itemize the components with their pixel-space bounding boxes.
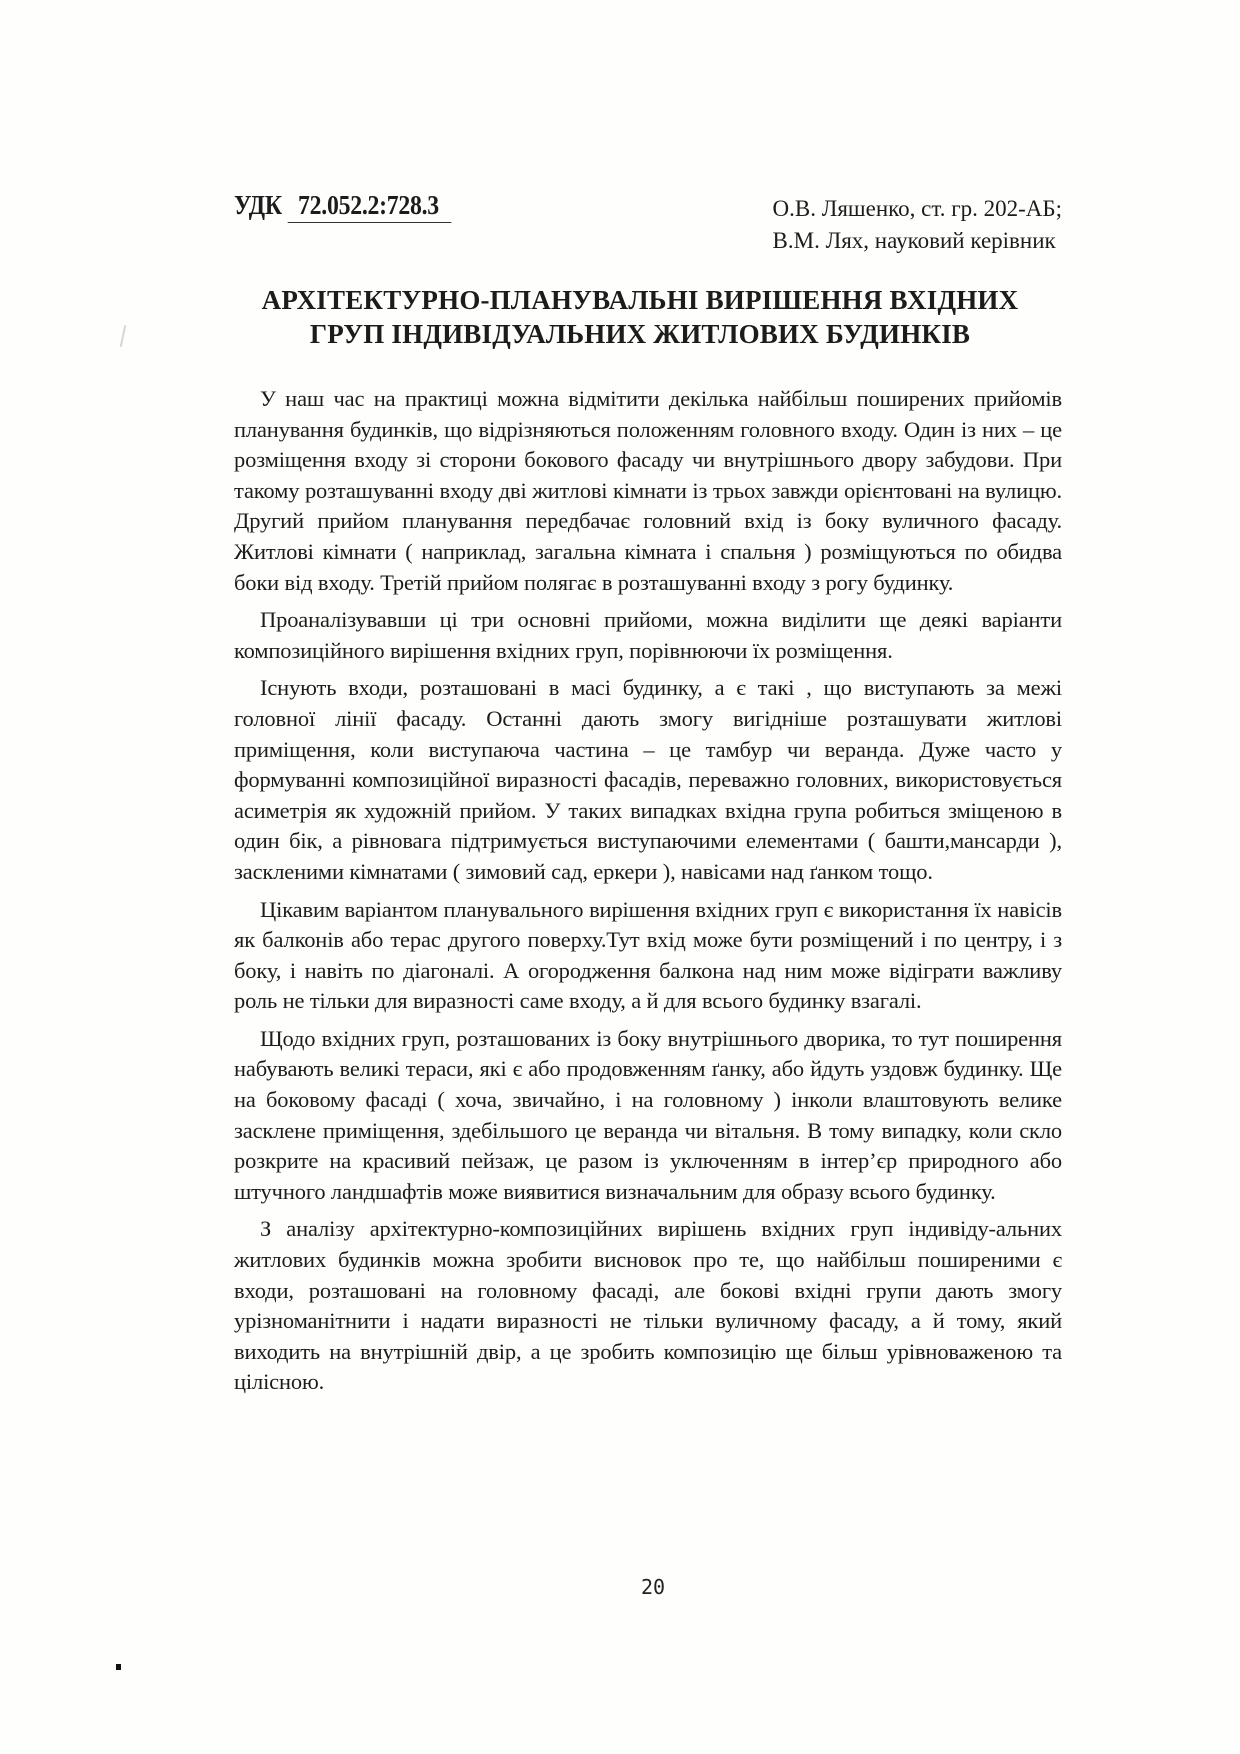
scan-artifact-mark: [120, 325, 127, 347]
scan-artifact-dot: [116, 1664, 121, 1670]
paragraph-analysis-variants: Проаналізувавши ці три основні прийоми, можна виділити ще деякі варіанти композиційного вирішення вхідних груп, порівнюючи їх розміщення.: [234, 607, 1062, 663]
title-line-2: ГРУП ІНДИВІДУАЛЬНИХ ЖИТЛОВИХ БУДИНКІВ: [309, 319, 971, 349]
paragraph-projecting-entrances: Існують входи, розташовані в масі будинку, а є такі , що виступають за межі головної лінії фасаду. Останні дають змогу вигідніше розташувати житлові приміщення, коли виступаюча частина – це тамбур чи веранда. Дуже часто у формуванні композиційної виразності фасадів, переважно головних, використовується асиметрія як художній прийом. У таких випадках вхідна група робиться зміщеною в один бік, а рівновага підтримується виступаючими елементами ( башти,мансарди ), заскленими кімнатами ( зимовий сад, еркери ), навісами над ґанком тощо.: [234, 675, 1062, 884]
page-number: 20: [641, 1575, 666, 1599]
paragraph-entrance-techniques: У наш час на практиці можна відмітити декілька найбільш поширених прийомів планування будинків, що відрізняються положенням головного входу. Один із них – це розміщення входу зі сторони бокового фасаду чи внутрішнього двору забудови. При такому розташуванні входу дві житлові кімнати із трьох завжди орієнтовані на вулицю. Другий прийом планування передбачає головний вхід із боку вуличного фасаду. Житлові кімнати ( наприклад, загальна кімната і спальня ) розміщуються по обидва боки від входу. Третій прийом полягає в розташуванні входу з рогу будинку.: [234, 386, 1062, 595]
author-student: О.В. Ляшенко, ст. гр. 202-АБ;: [772, 196, 1062, 221]
paragraph-conclusion: З аналізу архітектурно-композиційних вирішень вхідних груп індивіду-альних житлових будинків можна зробити висновок про те, що найбільш поширеними є входи, розташовані на головному фасаді, але бокові вхідні групи дають змогу урізноманітнити і надати виразності не тільки вуличному фасаду, а й тому, який виходить на внутрішній двір, а це зробить композицію ще більш урівноваженою та цілісною.: [234, 1216, 1062, 1395]
udk-label: УДК: [234, 190, 282, 220]
paragraph-courtyard-entrances: Щодо вхідних груп, розташованих із боку внутрішнього дворика, то тут поширення набувають великі тераси, які є або продовженням ґанку, або йдуть уздовж будинку. Ще на боковому фасаді ( хоча, звичайно, і на головному ) інколи влаштовують велике засклене приміщення, здебільшого це веранда чи вітальня. В тому випадку, коли скло розкрите на красивий пейзаж, це разом із уключенням в інтер’єр природного або штучного ландшафтів може виявитися визначальним для образу всього будинку.: [234, 1025, 1062, 1204]
article-title: [200, 283, 1080, 351]
author-supervisor: В.М. Лях, науковий керівник: [772, 228, 1056, 253]
udk-code: 72.052.2:728.3: [288, 190, 452, 223]
authors-block: [773, 193, 1062, 257]
paragraph-canopies-balconies: Цікавим варіантом планувального вирішення вхідних груп є використання їх навісів як балконів або терас другого поверху.Тут вхід може бути розміщений і по центру, і з боку, і навіть по діагоналі. А огородження балкона над ним може відіграти важливу роль не тільки для виразності саме входу, а й для всього будинку взагалі.: [234, 896, 1062, 1014]
udk-classification: [234, 190, 451, 223]
title-line-1: АРХІТЕКТУРНО-ПЛАНУВАЛЬНІ ВИРІШЕННЯ ВХІДНИХ: [261, 285, 1019, 315]
article-body: [234, 384, 1062, 1405]
